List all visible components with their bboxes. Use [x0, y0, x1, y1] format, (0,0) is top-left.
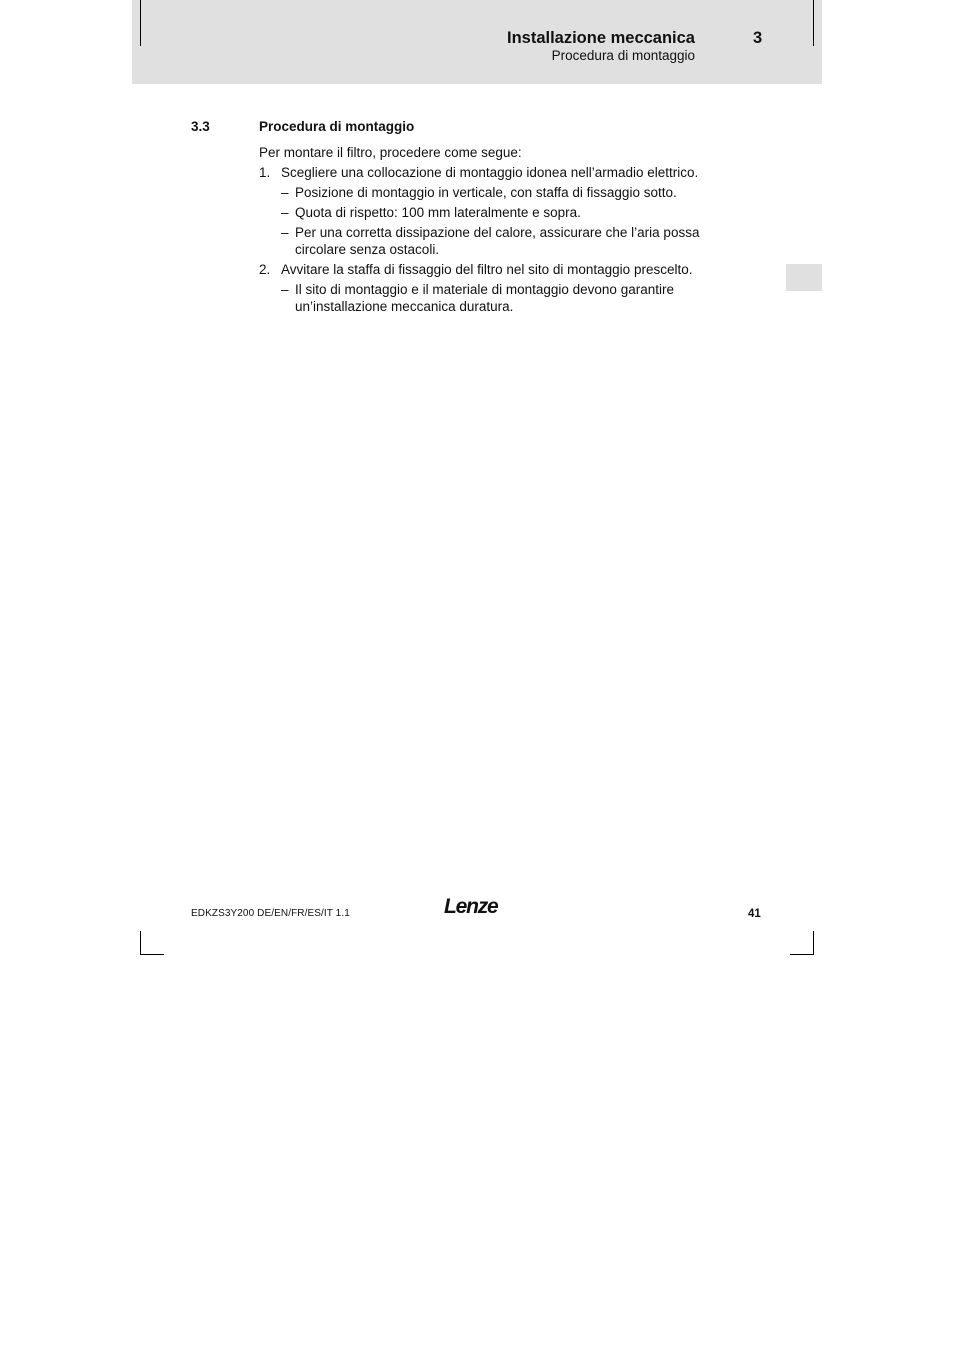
- crop-mark-top-right: [813, 0, 814, 46]
- step-text: Scegliere una collocazione di montaggio idonea nell’armadio elettrico.: [281, 165, 699, 180]
- step-1: [259, 164, 739, 181]
- page-number: 41: [748, 908, 761, 920]
- running-header-subtitle: Procedura di montaggio: [551, 48, 695, 63]
- dash-glyph: –: [281, 185, 289, 200]
- step-1-bullet-1: [259, 184, 739, 201]
- step-1-bullet-2: [259, 204, 739, 221]
- bullet-text: Posizione di montaggio in verticale, con staffa di fissaggio sotto.: [295, 185, 677, 200]
- bullet-text: Il sito di montaggio e il materiale di montaggio devono garantire un’installazione meccanica duratura.: [295, 282, 674, 314]
- crop-mark-bottom-right-v: [813, 931, 814, 955]
- section-number: 3.3: [191, 119, 210, 134]
- section-body: [259, 144, 739, 318]
- chapter-number: 3: [753, 29, 763, 47]
- document-code: EDKZS3Y200 DE/EN/FR/ES/IT 1.1: [191, 908, 350, 919]
- bullet-text: Per una corretta dissipazione del calore, assicurare che l’aria possa circolare senza ostacoli.: [295, 225, 700, 257]
- step-number: 1.: [259, 165, 271, 180]
- dash-glyph: –: [281, 225, 289, 240]
- step-number: 2.: [259, 262, 271, 277]
- dash-glyph: –: [281, 282, 289, 297]
- lenze-logo: Lenze: [444, 895, 498, 918]
- step-2-bullet-1: [259, 281, 739, 315]
- header-band: [132, 0, 822, 84]
- bullet-text: Quota di rispetto: 100 mm lateralmente e sopra.: [295, 205, 581, 220]
- chapter-side-tab: [786, 264, 822, 291]
- section-title: Procedura di montaggio: [259, 119, 415, 134]
- intro-paragraph: Per montare il filtro, procedere come segue:: [259, 145, 522, 160]
- crop-mark-bottom-left-h: [140, 954, 164, 955]
- dash-glyph: –: [281, 205, 289, 220]
- crop-mark-top-left: [140, 0, 141, 46]
- step-2: [259, 261, 739, 278]
- crop-mark-bottom-right-h: [790, 954, 814, 955]
- step-1-bullet-3: [259, 224, 739, 258]
- step-text: Avvitare la staffa di fissaggio del filtro nel sito di montaggio prescelto.: [281, 262, 693, 277]
- running-header-title: Installazione meccanica: [506, 29, 695, 47]
- crop-mark-bottom-left-v: [140, 931, 141, 955]
